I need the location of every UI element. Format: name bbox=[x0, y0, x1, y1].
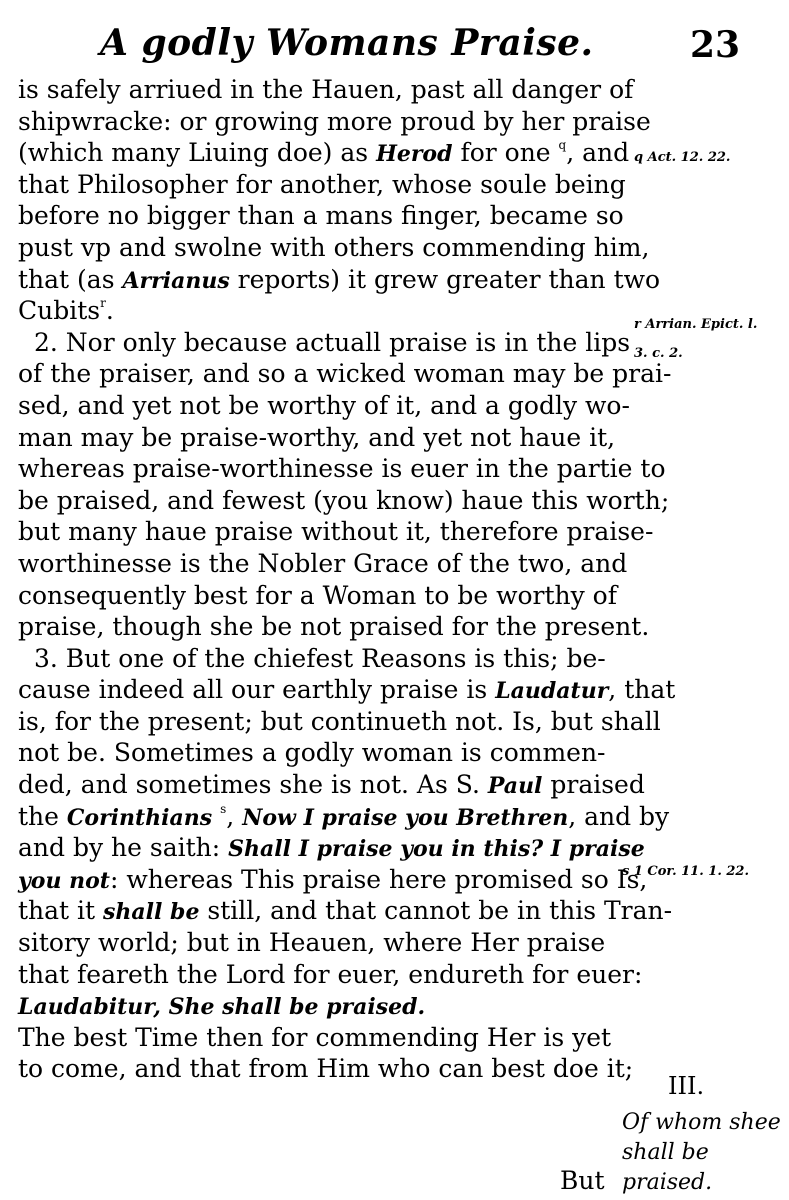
note-marker: q bbox=[558, 138, 567, 153]
italic-word: shall be bbox=[103, 899, 200, 926]
text-line: the Corinthians $^s$, Now I praise you Brethren, and by bbox=[18, 801, 670, 831]
running-title: A godly Womans Praise. bbox=[100, 22, 594, 64]
text-line: that it shall be still, and that cannot be in this Tran- bbox=[18, 896, 673, 926]
italic-name: Herod bbox=[376, 141, 453, 168]
italic-quote: Laudabitur, She shall be praised. bbox=[18, 994, 426, 1021]
text-line: sitory world; but in Heauen, where Her praise bbox=[18, 928, 606, 958]
margin-note-r: r Arrian. Epict. l. bbox=[634, 317, 758, 332]
text-line: 3. But one of the chiefest Reasons is this; be- bbox=[34, 643, 606, 673]
text-line: of the praiser, and so a wicked woman may be prai- bbox=[18, 359, 672, 389]
text-line: be praised, and fewest (you know) haue this worth; bbox=[18, 485, 670, 515]
text-line: cause indeed all our earthly praise is Laudatur, that bbox=[18, 675, 676, 705]
text-line: not be. Sometimes a godly woman is commen- bbox=[18, 738, 606, 768]
text-line: praise, though she be not praised for the present. bbox=[18, 612, 650, 642]
text-line: before no bigger than a mans finger, became so bbox=[18, 201, 624, 231]
section-numeral: III. bbox=[668, 1072, 705, 1100]
italic-quote: Now I praise you Brethren bbox=[242, 804, 569, 831]
text-line: that feareth the Lord for euer, endureth for euer: bbox=[18, 959, 643, 989]
text-line: consequently best for a Woman to be worthy of bbox=[18, 580, 617, 610]
text-line: pust vp and swolne with others commending him, bbox=[18, 232, 650, 262]
text-line: and by he saith: Shall I praise you in this? I praise bbox=[18, 833, 645, 863]
text-line: but many haue praise without it, therefore praise- bbox=[18, 517, 654, 547]
section-note-line: shall be praised. bbox=[622, 1140, 713, 1195]
page-number: 23 bbox=[690, 24, 741, 66]
text-line: that Philosopher for another, whose soule being bbox=[18, 169, 626, 199]
margin-note-s: s 1 Cor. 11. 1. 22. bbox=[622, 864, 749, 879]
text-line: whereas praise-worthinesse is euer in the partie to bbox=[18, 454, 666, 484]
text-line: sed, and yet not be worthy of it, and a godly wo- bbox=[18, 390, 630, 420]
text-line: worthinesse is the Nobler Grace of the two, and bbox=[18, 548, 628, 578]
text-line: is safely arriued in the Hauen, past all danger of bbox=[18, 75, 634, 104]
text-line: Cubits$^r$. bbox=[18, 296, 114, 326]
text-line: man may be praise-worthy, and yet not haue it, bbox=[18, 422, 616, 452]
italic-word: Laudatur bbox=[495, 678, 609, 705]
section-note-line: Of whom shee bbox=[622, 1110, 781, 1135]
catchword: But bbox=[560, 1166, 605, 1195]
italic-quote: Shall I praise you in this? I praise bbox=[228, 836, 645, 863]
text-line bbox=[18, 990, 618, 1022]
text-line: you not: whereas This praise here promised so Is, bbox=[18, 864, 648, 894]
text-line: 2. Nor only because actuall praise is in the lips bbox=[34, 327, 631, 357]
text-line: to come, and that from Him who can best doe it; bbox=[18, 1054, 634, 1084]
italic-name: Corinthians bbox=[66, 804, 213, 831]
section-margin-note bbox=[622, 1108, 789, 1198]
italic-name: Arrianus bbox=[122, 267, 230, 294]
text-line: The best Time then for commending Her is yet bbox=[18, 1022, 612, 1052]
margin-note-q: q Act. 12. 22. bbox=[634, 150, 731, 165]
text-line: (which many Liuing doe) as Herod for one $^q$, and bbox=[18, 138, 630, 168]
text-line: shipwracke: or growing more proud by her praise bbox=[18, 106, 651, 136]
note-marker: s bbox=[220, 801, 227, 816]
note-marker: r bbox=[100, 296, 106, 311]
margin-note-r-cont: 3. c. 2. bbox=[634, 346, 683, 361]
text-line: is, for the present; but continueth not. Is, but shall bbox=[18, 706, 661, 736]
italic-quote: you not bbox=[18, 867, 110, 894]
text-line: ded, and sometimes she is not. As S. Paul praised bbox=[18, 770, 645, 800]
italic-name: Paul bbox=[487, 773, 543, 800]
text-line: that (as Arrianus reports) it grew greater than two bbox=[18, 264, 661, 294]
